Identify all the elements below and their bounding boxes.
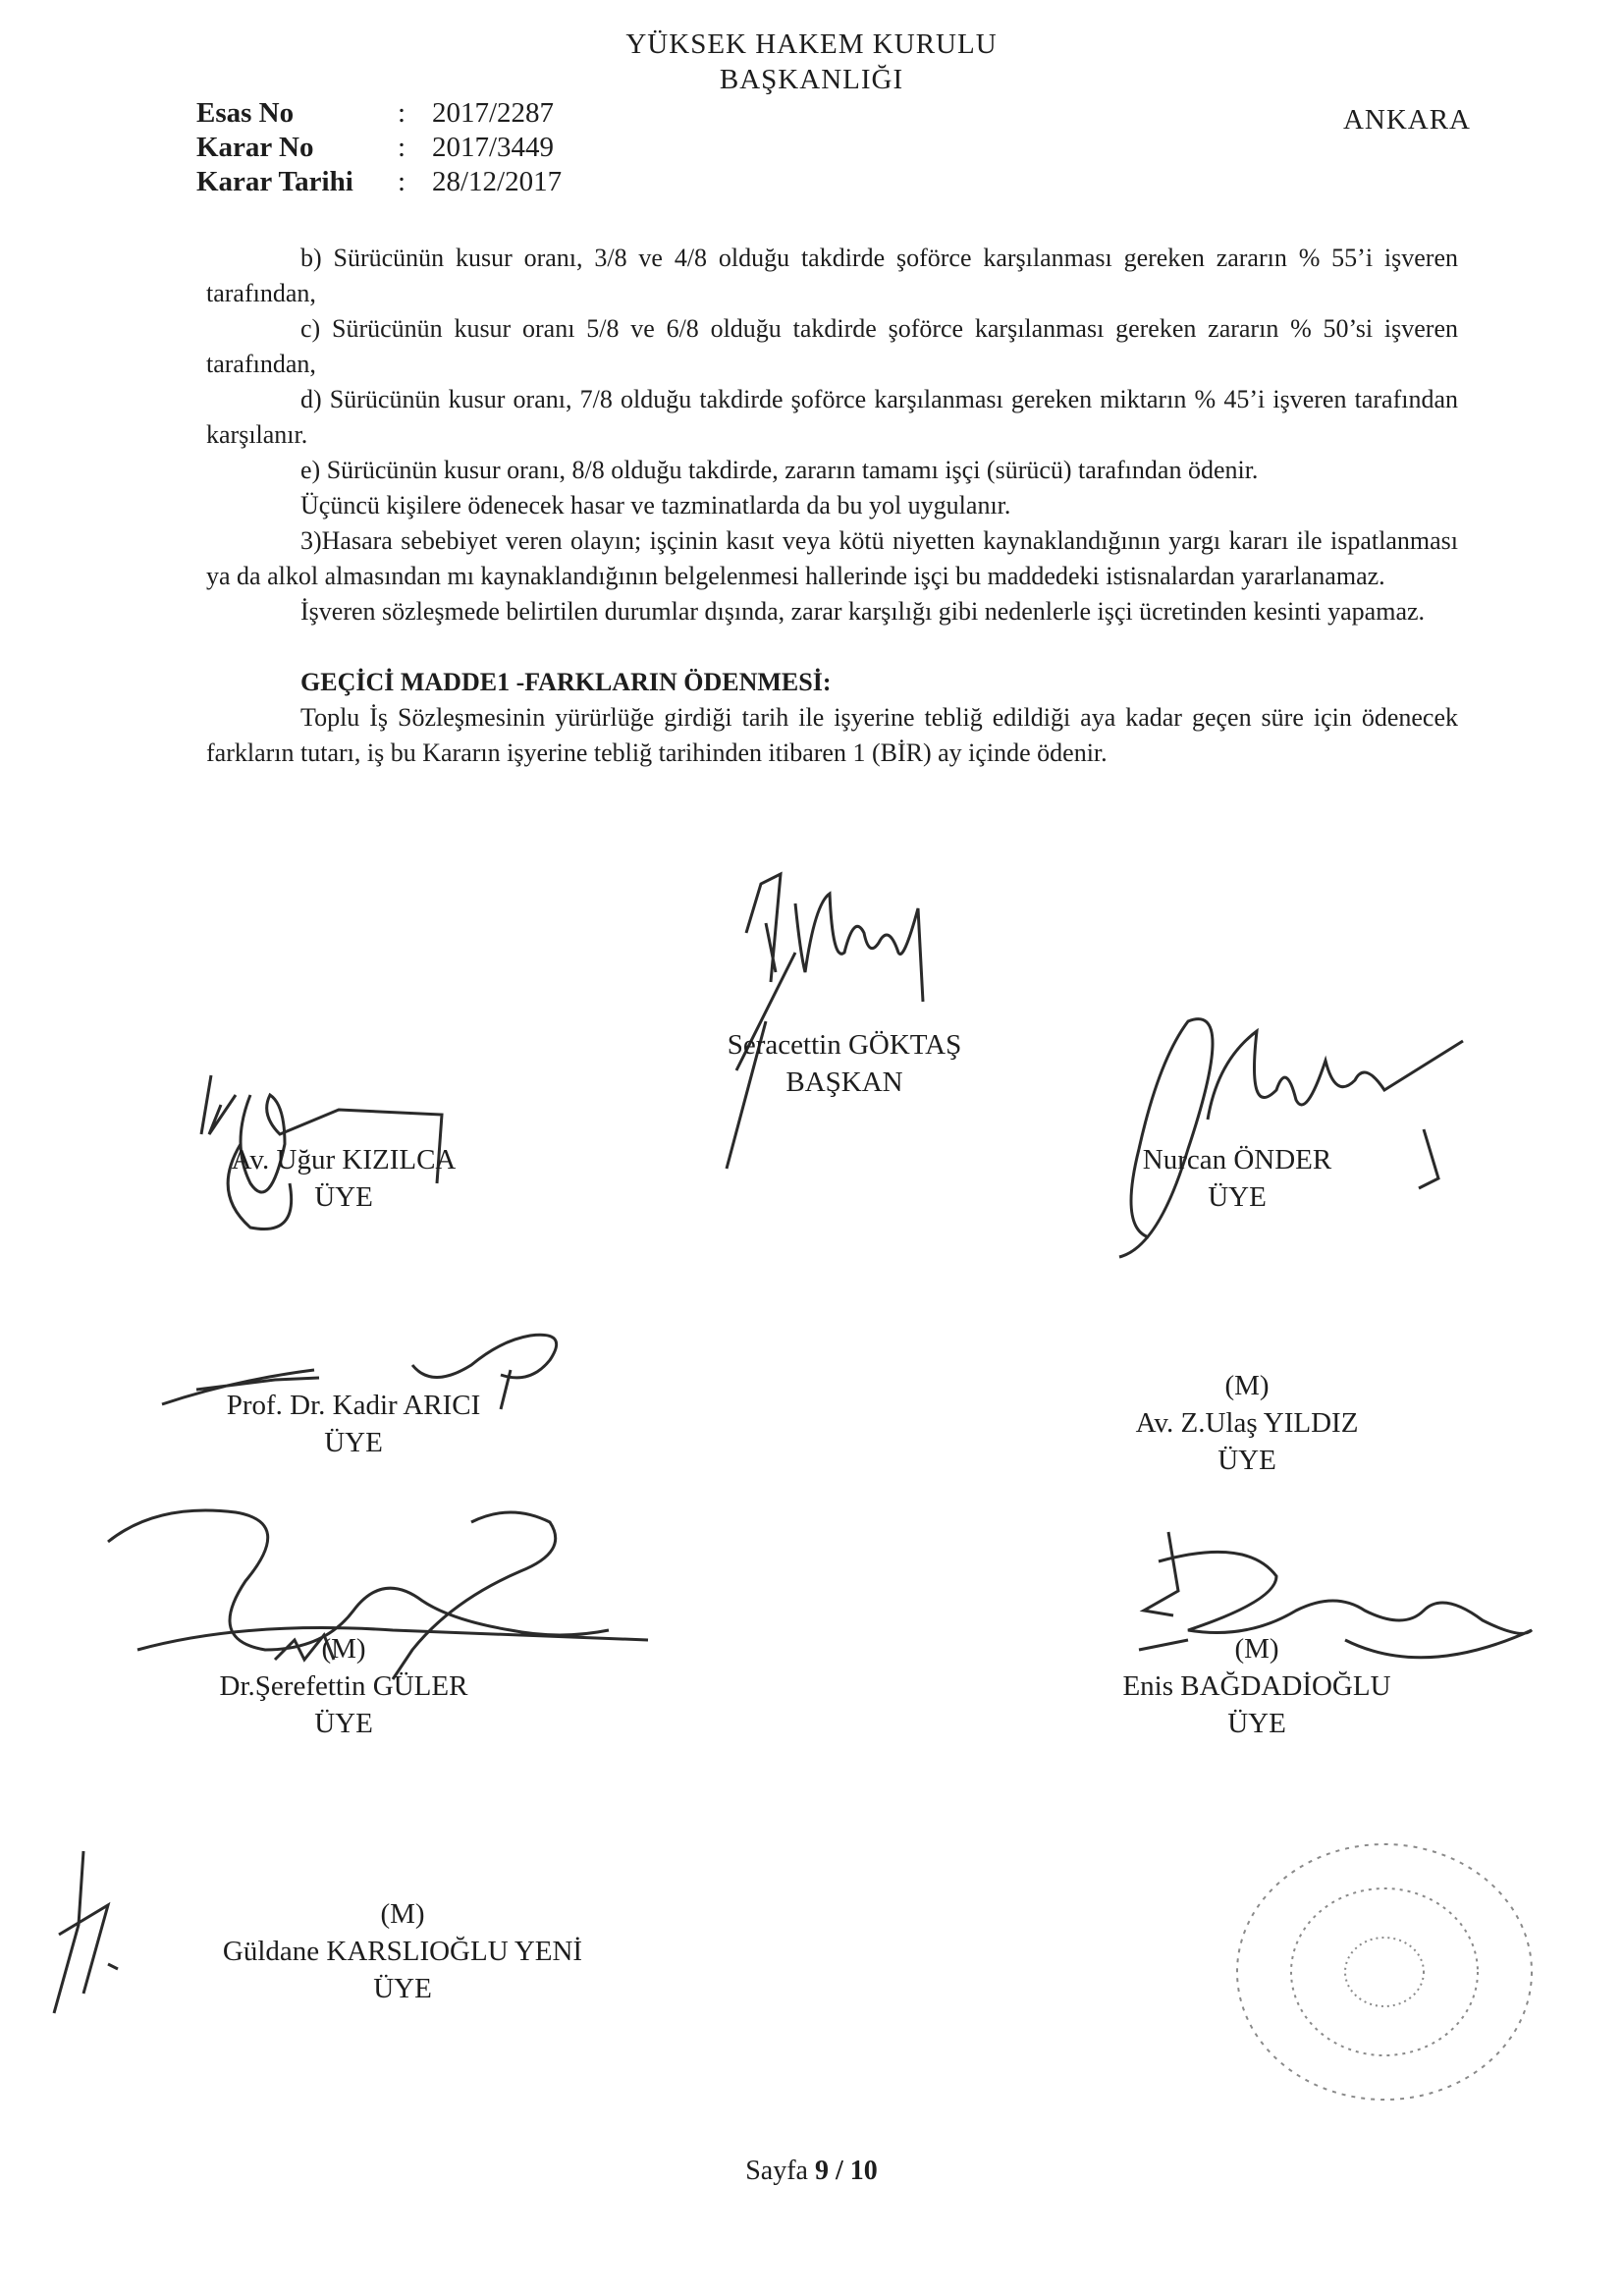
signatory-karslioglu (167, 1895, 638, 2007)
signatory-mark: (M) (380, 1898, 425, 1930)
paragraph-3: 3)Hasara sebebiyet veren olayın; işçinin kasıt veya kötü niyetten kaynaklandığının yargı kararı ile ispatlanması ya da alkol almasından mı kaynaklandığının belgelenmesi hallerinde işçi bu maddedeki istisnalardan yararlanamaz. (206, 526, 1458, 590)
meta-sep: : (398, 97, 406, 129)
signatory-role: ÜYE (1208, 1181, 1267, 1213)
signatory-role: ÜYE (1227, 1708, 1286, 1739)
paragraph-final: Toplu İş Sözleşmesinin yürürlüğe girdiği tarih ile işyerine tebliğ edildiği aya kadar geçen süre için ödenecek farkların tutarı, iş bu Kararın işyerine tebliğ tarihinden itibaren 1 (BİR) ay içinde ödenir. (206, 703, 1458, 767)
meta-label: Esas No (196, 97, 295, 129)
institution-subtitle: BAŞKANLIĞI (719, 64, 904, 95)
signatory-mark: (M) (321, 1633, 366, 1665)
signatory-mark: (M) (1234, 1633, 1279, 1665)
signatory-yildiz (1041, 1367, 1453, 1479)
signatory-arici (157, 1387, 550, 1461)
paragraph-c: c) Sürücünün kusur oranı 5/8 ve 6/8 olduğu takdirde şoförce karşılanması gereken zararın % 50’si işveren tarafından, (206, 314, 1458, 378)
meta-row-karar (196, 131, 562, 165)
case-meta (196, 96, 562, 199)
signatory-role: BAŞKAN (785, 1066, 903, 1098)
meta-sep: : (398, 166, 406, 197)
page-total: 10 (849, 2156, 878, 2186)
paragraph-e: e) Sürücünün kusur oranı, 8/8 olduğu takdirde, zararın tamamı işçi (sürücü) tarafından ödenir. (300, 456, 1259, 484)
section-heading: GEÇİCİ MADDE1 -FARKLARIN ÖDENMESİ: (300, 668, 832, 696)
city: ANKARA (1342, 104, 1471, 136)
signatory-name: Enis BAĞDADİOĞLU (1122, 1670, 1391, 1702)
page-current: 9 (814, 2156, 829, 2186)
signature-onder (1100, 1002, 1492, 1267)
signatory-role: ÜYE (324, 1427, 383, 1458)
page-separator: / (835, 2156, 843, 2186)
document-body (206, 241, 1458, 771)
signatory-guler (147, 1630, 540, 1742)
signatory-name: Nurcan ÖNDER (1142, 1144, 1332, 1175)
paragraph-employer: İşveren sözleşmede belirtilen durumlar dışında, zarar karşılığı gibi nedenlerle işçi ücretinden kesinti yapamaz. (300, 597, 1426, 626)
paragraph-b: b) Sürücünün kusur oranı, 3/8 ve 4/8 olduğu takdirde şoförce karşılanması gereken zararın % 55’i işveren tarafından, (206, 244, 1458, 307)
page-number (0, 2156, 1623, 2187)
signatory-role: ÜYE (1217, 1445, 1276, 1476)
signatory-mark: (M) (1224, 1370, 1270, 1401)
meta-label: Karar No (196, 132, 314, 163)
signatory-onder (1041, 1141, 1434, 1216)
signatory-name: Dr.Şerefettin GÜLER (219, 1670, 468, 1702)
meta-label: Karar Tarihi (196, 166, 353, 197)
signature-president (707, 864, 1021, 1178)
signatory-name: Güldane KARSLIOĞLU YENİ (222, 1936, 583, 1967)
signatory-goktas (648, 1026, 1041, 1101)
signatory-name: Av. Uğur KIZILCA (231, 1144, 457, 1175)
signatory-bagdadioglu (1051, 1630, 1463, 1742)
signature-karslioglu (39, 1846, 128, 2033)
signatory-name: Av. Z.Ulaş YILDIZ (1135, 1407, 1359, 1439)
signatory-role: ÜYE (314, 1708, 373, 1739)
official-stamp (1217, 1827, 1551, 2121)
signatory-name: Seracettin GÖKTAŞ (727, 1029, 962, 1061)
signatory-kizilca (147, 1141, 540, 1216)
institution-name: YÜKSEK HAKEM KURULU (625, 28, 998, 60)
meta-value: 2017/2287 (432, 97, 555, 129)
signatory-role: ÜYE (373, 1973, 432, 2004)
paragraph-d: d) Sürücünün kusur oranı, 7/8 olduğu takdirde şoförce karşılanması gereken miktarın % 45’i işveren tarafından karşılanır. (206, 385, 1458, 449)
meta-value: 2017/3449 (432, 132, 555, 163)
signatory-name: Prof. Dr. Kadir ARICI (226, 1390, 481, 1421)
meta-row-esas (196, 96, 562, 131)
meta-sep: : (398, 132, 406, 163)
page-prefix: Sayfa (745, 2156, 808, 2186)
meta-row-tarih (196, 165, 562, 199)
meta-value: 28/12/2017 (432, 166, 563, 197)
signatory-role: ÜYE (314, 1181, 373, 1213)
paragraph-third-parties: Üçüncü kişilere ödenecek hasar ve tazminatlarda da bu yol uygulanır. (300, 491, 1011, 519)
